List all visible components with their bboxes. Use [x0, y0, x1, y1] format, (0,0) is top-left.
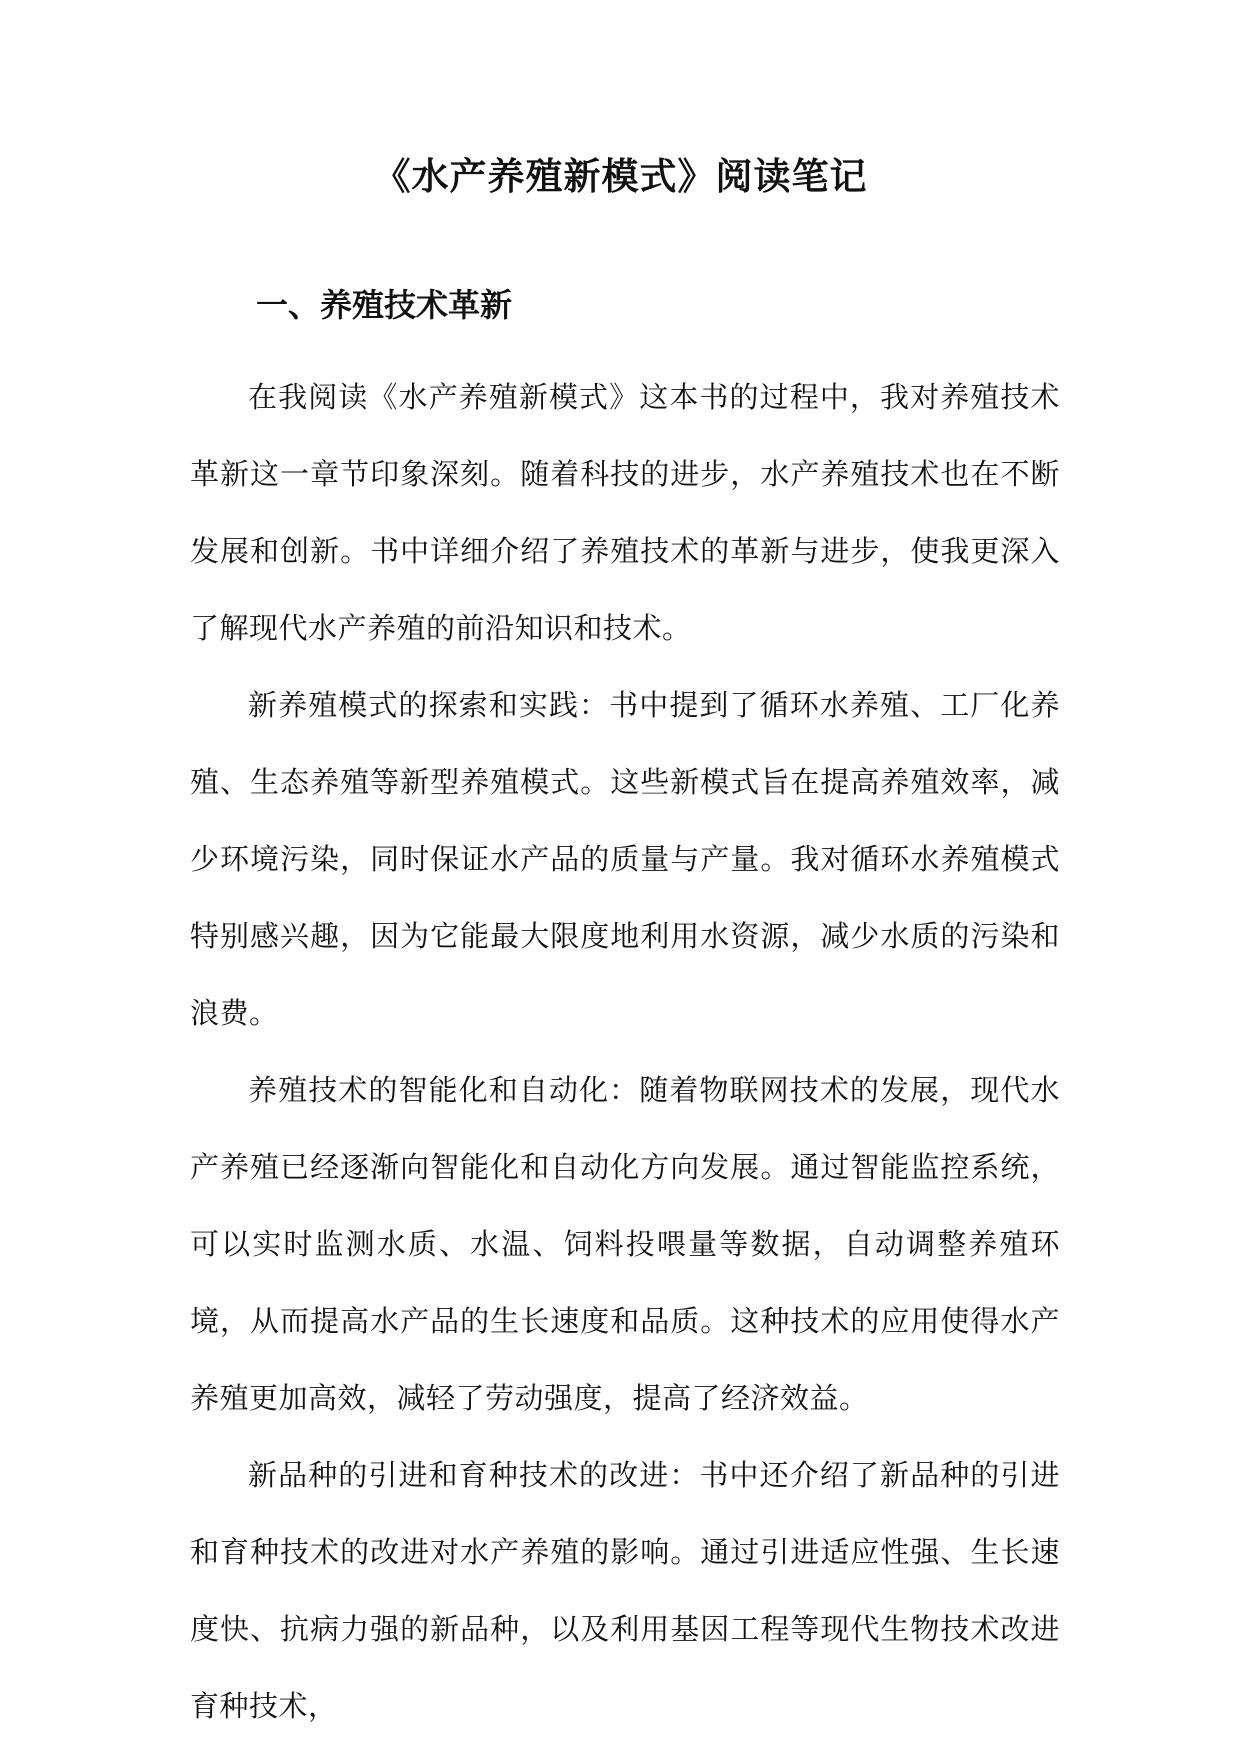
document-body	[190, 359, 1060, 1745]
document-title: 《水产养殖新模式》阅读笔记	[373, 155, 868, 198]
section-heading: 一、养殖技术革新	[256, 286, 513, 324]
paragraph: 在我阅读《水产养殖新模式》这本书的过程中，我对养殖技术革新这一章节印象深刻。随着科技的进步，水产养殖技术也在不断发展和创新。书中详细介绍了养殖技术的革新与进步，使我更深入了解现代水产养殖的前沿知识和技术。	[190, 380, 1060, 645]
paragraph: 新养殖模式的探索和实践：书中提到了循环水养殖、工厂化养殖、生态养殖等新型养殖模式。这些新模式旨在提高养殖效率，减少环境污染，同时保证水产品的质量与产量。我对循环水养殖模式特别感兴趣，因为它能最大限度地利用水资源，减少水质的污染和浪费。	[190, 688, 1060, 1030]
paragraph: 新品种的引进和育种技术的改进：书中还介绍了新品种的引进和育种技术的改进对水产养殖的影响。通过引进适应性强、生长速度快、抗病力强的新品种，以及利用基因工程等现代生物技术改进育种技术，	[190, 1458, 1060, 1723]
paragraph: 养殖技术的智能化和自动化：随着物联网技术的发展，现代水产养殖已经逐渐向智能化和自动化方向发展。通过智能监控系统，可以实时监测水质、水温、饲料投喂量等数据，自动调整养殖环境，从而提高水产品的生长速度和品质。这种技术的应用使得水产养殖更加高效，减轻了劳动强度，提高了经济效益。	[190, 1073, 1060, 1415]
